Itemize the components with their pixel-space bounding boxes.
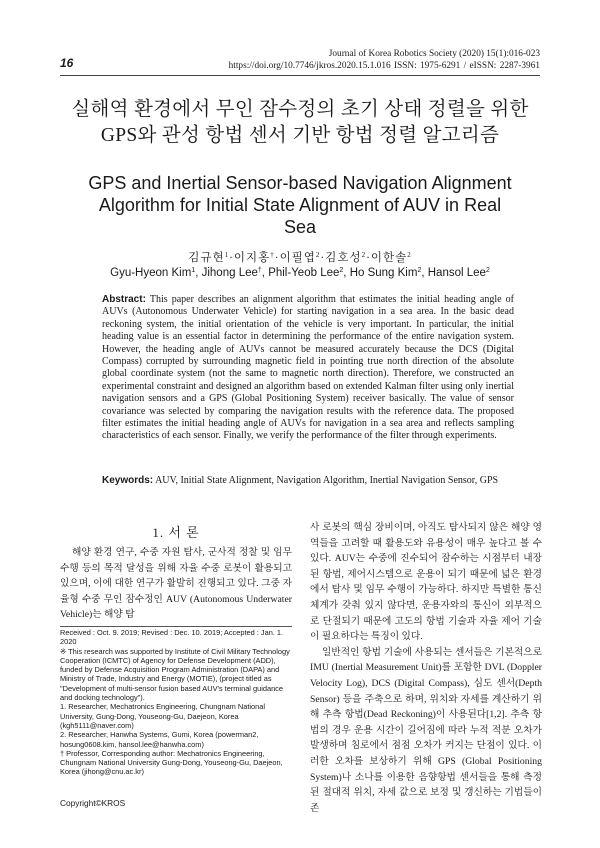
korean-title-line: GPS와 관성 항법 센서 기반 항법 정렬 알고리즘 [100, 125, 500, 146]
body-paragraph: 사 로봇의 핵심 장비이며, 아직도 탐사되지 않은 해양 영역들을 고려할 때 활용도와 유용성이 매우 높다고 볼 수 있다. AUV는 수중에 진수되어 잠수하는 시점부터 내장된 항법, 제어시스템으로 운용이 되기 때문에 넓은 환경에서 탐사 및 임무 수행이 가능하다. 하지만 특별한 통신 체계가 갖춰 있지 않다면, 운용자와의 통신이 외부적으로 단절되기 때문에 고도의 항법 기술과 자율 제어 기술이 필요하다는 특징이 있다. [310, 522, 542, 643]
footnote-corresponding: † Professor, Corresponding author: Mechatronics Engineering, Chungnam National University Gung-Dong, Youseong-Gu, Daejeon, Korea (jihong@cnu.ac.kr) [60, 748, 283, 777]
author-name: Ho Sung Kim [349, 267, 418, 279]
affiliation-mark: 2 [485, 267, 490, 274]
received-dates: Received : Oct. 9. 2019; Revised : Dec. 10. 2019; Accepted : Jan. 1. 2020 [60, 628, 284, 647]
body-paragraph: 일반적인 항법 기술에 사용되는 센서들은 기본적으로 IMU (Inertial Measurement Unit)를 포함한 DVL (Doppler Velocity Log), DCS (Digital Compass), 심도 센서(Depth Sensor) 등을 주축으로 하며, 위치와 자세를 계산하기 위해 추측 항법(Dead Reckoning)이 사용된다[1,2]. 추측 항법의 경우 운용 시간이 길어짐에 따라 누적 적분 오차가 발생하며 침로에서 점점 오차가 커지는 단점이 있다. 이러한 오차를 보상하기 위해 GPS (Global Positioning System)나 소나를 이용한 음향항법 센서들을 통해 측정된 절대적 위치, 자세 값으로 보정 및 갱신하는 기법들이 존 [310, 646, 542, 814]
korean-title-line: 실해역 환경에서 무인 잠수정의 초기 상태 정렬을 위한 [71, 99, 529, 120]
affiliation-mark: 2 [417, 267, 422, 274]
affiliation-mark: † [257, 267, 262, 274]
author-name: 이필엽 [279, 252, 316, 264]
funding-note: ※ This research was supported by Institute of Civil Military Technology Cooperation (ICMTC) of Agency for Defense Development (ADD), funded by Defense Acquisition Program Administration (DAPA) and Ministry of Trade, Industry and Energy (MOTIE), (project titled as "Development of multi-sensor fusion based AUV's terminal guidance and docking technology"). [60, 646, 290, 703]
right-column [310, 520, 542, 816]
korean-title [60, 97, 540, 149]
abstract-label: Abstract: [102, 294, 146, 305]
abstract-text: This paper describes an alignment algorithm that estimates the initial heading angle of AUVs (Autonomous Underwater Vehicle) for starting navigation in a sea area. In the basic dead reckoning system, the initial orientation of the vehicle is very important. In particular, the initial heading value is an essential factor in determining the performance of the entire navigation system. However, the heading angle of AUVs cannot be measured accurately because the DCS (Digital Compass) corrupted by surrounding magnetic field in pointing true north direction of the absolute global coordinate system (not the same to magnetic north direction). Therefore, we constructed an experimental constraint and designed an algorithm based on extended Kalman filter using only inertial navigation sensors and a GPS (Global Positioning System) receiver basically. The value of sensor covariance was selected by comparing the navigation results with the reference data. The proposed filter estimates the initial heading angle of AUVs for navigation in a sea area and reflects sampling characteristics of each sensor. Finally, we verify the performance of the filter through experiments. [102, 294, 514, 442]
author-name: Hansol Lee [427, 267, 486, 279]
journal-citation: Journal of Korea Robotics Society (2020) 15(1):016-023 [328, 49, 540, 59]
footnote-rule [60, 626, 292, 627]
keywords-text: AUV, Initial State Alignment, Navigation Algorithm, Inertial Navigation Sensor, GPS [155, 475, 499, 486]
author-name: 김호성 [325, 252, 362, 264]
doi-issn: https://doi.org/10.7746/jkros.2020.15.1.016 ISSN: 1975-6291 / eISSN: 2287-3961 [228, 61, 540, 71]
english-title-line: GPS and Inertial Sensor-based Navigation Alignment [88, 173, 512, 193]
korean-authors: 김규현$^1$·이지홍†·이필엽$^2$·김호성$^2$·이한솔$^2$ [188, 251, 412, 264]
left-column [60, 545, 292, 623]
affiliation-mark: 1 [191, 267, 196, 274]
affiliation-mark: 1 [224, 251, 230, 259]
english-title-line: Algorithm for Initial State Alignment of AUV in Real [98, 195, 502, 215]
english-authors: Gyu-Hyeon Kim$^1$, Jihong Lee†, Phil-Yeob Lee$^2$, Ho Sung Kim$^2$, Hansol Lee$^2$ [110, 267, 490, 279]
author-name: 이지홍 [233, 252, 271, 264]
footnotes [60, 628, 292, 777]
english-title-line: Sea [283, 217, 317, 237]
abstract [102, 294, 514, 443]
affiliation-mark: 2 [315, 251, 321, 259]
footnote-1: 1. Researcher, Mechatronics Engineering, Chungnam National University, Gung-Dong, Youseong-Gu, Daejeon, Korea (kgh5111@naver.com) [60, 702, 265, 730]
keywords [102, 475, 522, 486]
author-name: Jihong Lee [201, 267, 258, 279]
footnote-2: 2. Researcher, Hanwha Systems, Gumi, Korea (powerman2, hosung0608.kim, hansol.lee@hanwha.com) [60, 730, 259, 749]
section-heading: 1. 서 론 [152, 525, 200, 540]
author-name: 이한솔 [370, 252, 408, 264]
author-name: 김규현 [188, 252, 225, 264]
author-name: Gyu-Hyeon Kim [110, 267, 192, 279]
copyright: Copyright©KROS [60, 798, 126, 808]
body-paragraph: 해양 환경 연구, 수중 자원 탐사, 군사적 정찰 및 임무 수행 등의 목적 달성을 위해 자율 수중 로봇이 활용되고 있으며, 이에 대한 연구가 활발히 진행되고 있다. 그중 자율형 수중 무인 잠수정인 AUV (Autonomous Underwater Vehicle)는 해양 탐 [60, 547, 292, 621]
page-number: 16 [60, 56, 74, 70]
author-name: Phil-Yeob Lee [268, 267, 340, 279]
affiliation-mark: † [270, 251, 275, 259]
affiliation-mark: 2 [339, 267, 344, 274]
keywords-label: Keywords: [102, 475, 154, 486]
english-title [60, 172, 540, 238]
affiliation-mark: 2 [361, 251, 367, 259]
affiliation-mark: 2 [407, 251, 412, 259]
header-rule [60, 75, 540, 76]
